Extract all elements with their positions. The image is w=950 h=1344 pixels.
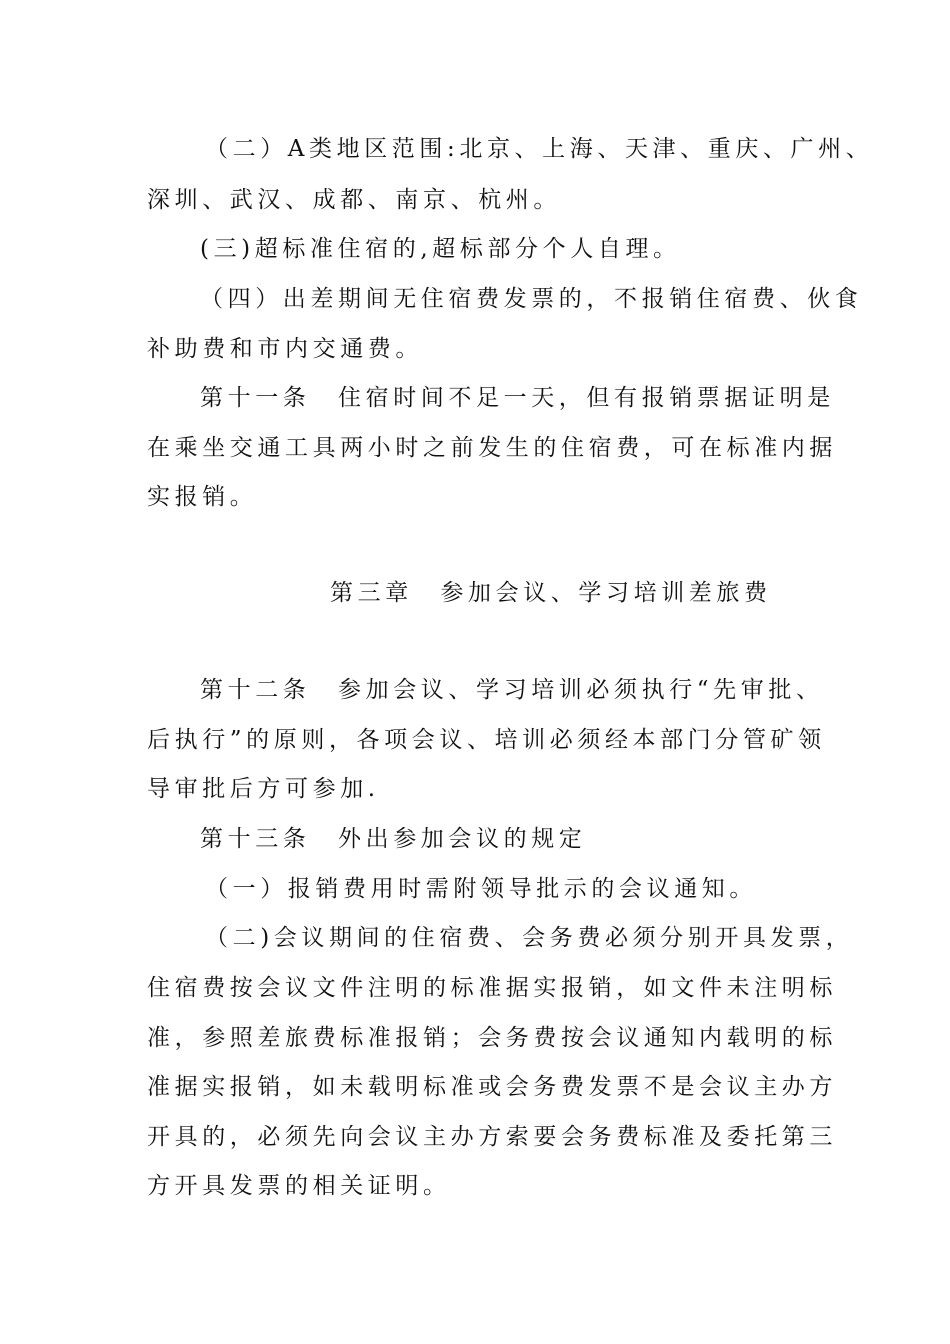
text-line: （四）出差期间无住宿费发票的，不报销住宿费、伙食 <box>200 286 863 312</box>
text-line: 补助费和市内交通费。 <box>147 336 423 362</box>
text-line: 后执行”的原则，各项会议、培训必须经本部门分管矿领 <box>147 727 826 753</box>
text-line: 准，参照差旅费标准报销；会务费按会议通知内载明的标 <box>147 1025 837 1051</box>
article-eleven: 第十一条 住宿时间不足一天，但有报销票据证明是 <box>200 385 835 411</box>
text-line: （一）报销费用时需附领导批示的会议通知。 <box>205 876 757 902</box>
article-thirteen: 第十三条 外出参加会议的规定 <box>200 826 587 852</box>
text-line: 准据实报销，如未载明标准或会务费发票不是会议主办方 <box>147 1074 837 1100</box>
text-line: （二)会议期间的住宿费、会务费必须分别开具发票， <box>205 925 854 951</box>
text-line: 深圳、武汉、成都、南京、杭州。 <box>147 187 561 213</box>
text-line: 在乘坐交通工具两小时之前发生的住宿费，可在标准内据 <box>147 435 837 461</box>
text-line: 导审批后方可参加. <box>147 776 380 802</box>
text-line: 开具的，必须先向会议主办方索要会务费标准及委托第三 <box>147 1124 837 1150</box>
text-line: 实报销。 <box>147 484 258 510</box>
article-twelve: 第十二条 参加会议、学习培训必须执行“先审批、 <box>200 677 824 703</box>
text-line: (三)超标准住宿的,超标部分个人自理。 <box>200 236 681 262</box>
chapter-heading: 第三章 参加会议、学习培训差旅费 <box>330 580 772 606</box>
text-line: （二）A类地区范围:北京、上海、天津、重庆、广州、 <box>205 136 874 162</box>
text-line: 方开具发票的相关证明。 <box>147 1173 451 1199</box>
text-line: 住宿费按会议文件注明的标准据实报销，如文件未注明标 <box>147 975 837 1001</box>
